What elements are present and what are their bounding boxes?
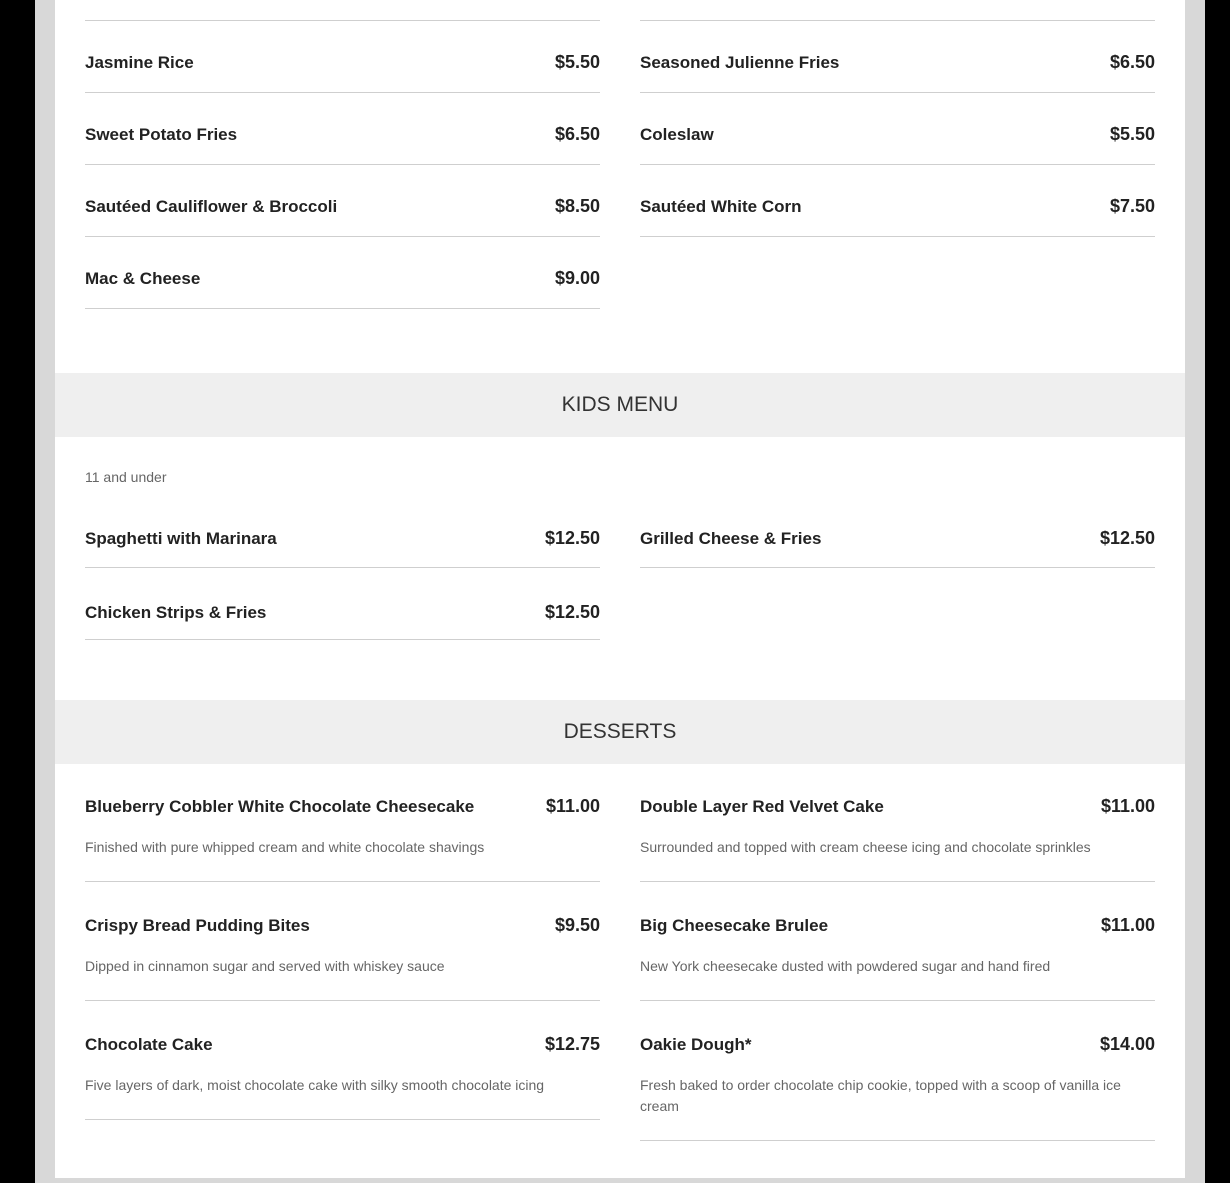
menu-item [85,21,600,93]
item-name: Sautéed Cauliflower & Broccoli [85,196,338,216]
item-description: Five layers of dark, moist chocolate cake with silky smooth chocolate icing [85,1077,545,1093]
item-name: Double Layer Red Velvet Cake [640,796,884,816]
item-name: Blueberry Cobbler White Chocolate Cheesecake [85,796,475,816]
menu-item [640,496,1155,568]
item-price: $11.00 [1100,915,1155,935]
divider [85,0,600,21]
desserts-right-column [640,764,1155,1141]
menu-card [55,0,1185,1178]
item-price: $14.00 [1099,1034,1155,1054]
item-price: $12.75 [544,1034,600,1054]
menu-item [640,764,1155,882]
desserts-section [85,764,1155,1141]
desserts-left-column [85,764,600,1141]
item-name: Chocolate Cake [85,1034,213,1054]
item-price: $11.00 [545,796,600,816]
item-name: Seasoned Julienne Fries [640,52,840,72]
item-name: Oakie Dough* [640,1034,752,1054]
item-name: Mac & Cheese [85,268,201,288]
item-name: Coleslaw [640,124,714,144]
item-name: Spaghetti with Marinara [85,528,277,548]
item-name: Big Cheesecake Brulee [640,915,829,935]
item-name: Sweet Potato Fries [85,124,238,144]
item-name: Grilled Cheese & Fries [640,528,822,548]
sides-section [85,0,1155,309]
item-description: Dipped in cinnamon sugar and served with whiskey sauce [85,958,445,974]
kids-left-column [85,496,600,640]
item-price: $12.50 [544,528,600,548]
item-description: New York cheesecake dusted with powdered sugar and hand fired [640,958,1051,974]
item-price: $7.50 [1109,196,1155,216]
kids-menu-heading: KIDS MENU [55,373,1185,437]
kids-right-column [640,496,1155,640]
menu-item [85,568,600,640]
menu-item [640,93,1155,165]
item-price: $9.00 [554,268,600,288]
kids-section [85,496,1155,640]
item-price: $11.00 [1100,796,1155,816]
sides-left-column [85,0,600,309]
divider [640,0,1155,21]
menu-item [640,882,1155,1001]
item-price: $12.50 [1099,528,1155,548]
menu-item [85,237,600,309]
menu-item [640,1001,1155,1141]
item-price: $12.50 [544,602,600,622]
item-description: Finished with pure whipped cream and white chocolate shavings [85,839,485,855]
item-price: $6.50 [1109,52,1155,72]
menu-item [85,882,600,1001]
menu-item [85,764,600,882]
item-name: Jasmine Rice [85,52,194,72]
kids-menu-note: 11 and under [85,469,167,485]
item-name: Chicken Strips & Fries [85,602,267,622]
item-name: Sautéed White Corn [640,196,802,216]
menu-item [85,165,600,237]
item-description: Surrounded and topped with cream cheese icing and chocolate sprinkles [640,839,1091,855]
sides-right-column [640,0,1155,309]
item-price: $5.50 [1109,124,1155,144]
menu-item [640,21,1155,93]
menu-item [85,93,600,165]
item-description: Fresh baked to order chocolate chip cookie, topped with a scoop of vanilla ice cream [640,1077,1121,1114]
item-name: Crispy Bread Pudding Bites [85,915,310,935]
item-price: $8.50 [554,196,600,216]
desserts-heading: DESSERTS [55,700,1185,764]
item-price: $6.50 [554,124,600,144]
item-price: $5.50 [554,52,600,72]
menu-item [85,496,600,568]
menu-item [640,165,1155,237]
menu-item [85,1001,600,1120]
item-price: $9.50 [554,915,600,935]
page-frame [35,0,1205,1183]
